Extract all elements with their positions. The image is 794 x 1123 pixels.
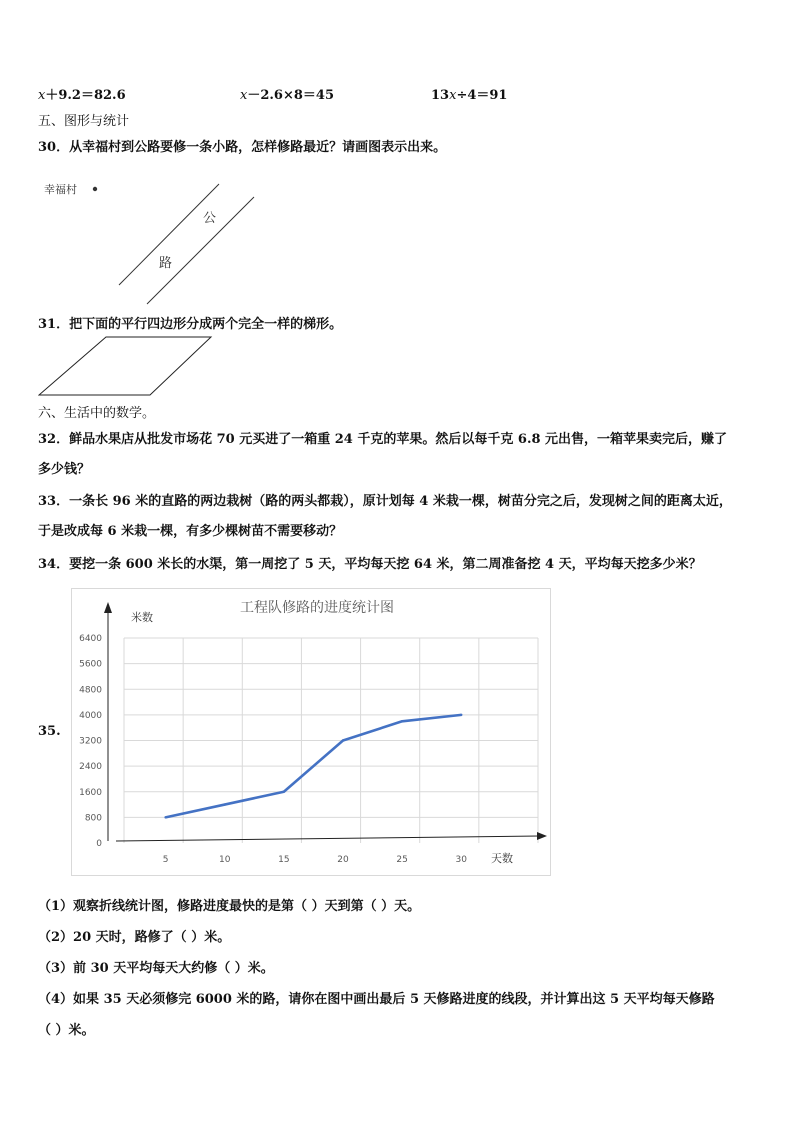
village-road-figure (38, 178, 278, 308)
data-point (401, 720, 403, 722)
section-6-title: 六、生活中的数学。 (38, 406, 156, 421)
equation-2: x－2.6×8＝45 (240, 88, 334, 103)
village-point (93, 187, 97, 191)
parallelogram (39, 337, 211, 395)
question-35-part-4-line-1: （4）如果 35 天必须修完 6000 米的路，请你在图中画出最后 5 天修路进度的线段，并计算出这 5 天平均每天修路 (38, 992, 715, 1007)
question-35-part-2: （2）20 天时，路修了（ ）米。 (38, 930, 231, 945)
x-tick-label: 20 (337, 855, 349, 865)
x-axis-label: 天数 (491, 852, 513, 865)
equation-1: x＋9.2＝82.6 (38, 88, 126, 103)
y-tick-label: 1600 (79, 787, 102, 798)
y-tick-label: 4800 (79, 685, 102, 696)
y-tick-label: 800 (84, 813, 102, 824)
road-label-char-2: 路 (159, 256, 173, 271)
data-point (224, 803, 226, 805)
question-35-part-3: （3）前 30 天平均每天大约修（ ）米。 (38, 961, 274, 976)
x-tick-label: 15 (278, 855, 290, 865)
question-35-number: 35. (38, 724, 61, 739)
data-point (283, 791, 285, 793)
x-tick-label: 5 (162, 855, 169, 865)
question-32-line-1: 32．鲜品水果店从批发市场花 70 元买进了一箱重 24 千克的苹果。然后以每千克 6.8 元出售，一箱苹果卖完后，赚了 (38, 432, 728, 447)
data-point (164, 816, 166, 818)
chart-title: 工程队修路的进度统计图 (240, 600, 394, 616)
question-32-line-2: 多少钱？ (38, 462, 91, 477)
equation-3: 13x÷4＝91 (431, 88, 508, 103)
x-tick-label: 30 (455, 855, 468, 865)
x-tick-label: 25 (396, 855, 408, 865)
question-33-line-2: 于是改成每 6 米栽一棵，有多少棵树苗不需要移动？ (38, 524, 343, 539)
variable-x: x (449, 88, 457, 103)
parallelogram-figure (38, 334, 218, 398)
village-label: 幸福村 (44, 183, 77, 196)
question-30: 30．从幸福村到公路要修一条小路，怎样修路最近？请画图表示出来。 (38, 140, 447, 155)
question-35-part-4-line-2: （ ）米。 (38, 1023, 95, 1038)
y-tick-label: 6400 (79, 634, 102, 644)
question-35-part-1: （1）观察折线统计图，修路进度最快的是第（ ）天到第（ ）天。 (38, 899, 421, 914)
section-5-title: 五、图形与统计 (38, 114, 130, 129)
data-point (342, 739, 344, 741)
road-progress-chart (71, 588, 551, 876)
variable-x: x (240, 88, 248, 103)
y-tick-label: 2400 (79, 762, 102, 773)
data-point (460, 714, 462, 716)
variable-x: x (38, 88, 46, 103)
road-edge-2 (147, 197, 254, 304)
y-axis-label: 米数 (131, 611, 153, 624)
road-label-char-1: 公 (203, 211, 217, 226)
question-31: 31．把下面的平行四边形分成两个完全一样的梯形。 (38, 317, 343, 332)
question-33-line-1: 33．一条长 96 米的直路的两边栽树（路的两头都栽），原计划每 4 米栽一棵，树苗分完之后，发现树之间的距离太近， (38, 494, 732, 509)
y-tick-label: 4000 (79, 710, 102, 721)
y-tick-label: 5600 (79, 659, 102, 670)
y-tick-label: 0 (96, 839, 102, 849)
y-tick-label: 3200 (79, 736, 102, 747)
question-34: 34．要挖一条 600 米长的水渠，第一周挖了 5 天，平均每天挖 64 米，第二周准备挖 4 天，平均每天挖多少米？ (38, 557, 702, 572)
x-tick-label: 10 (218, 855, 231, 865)
